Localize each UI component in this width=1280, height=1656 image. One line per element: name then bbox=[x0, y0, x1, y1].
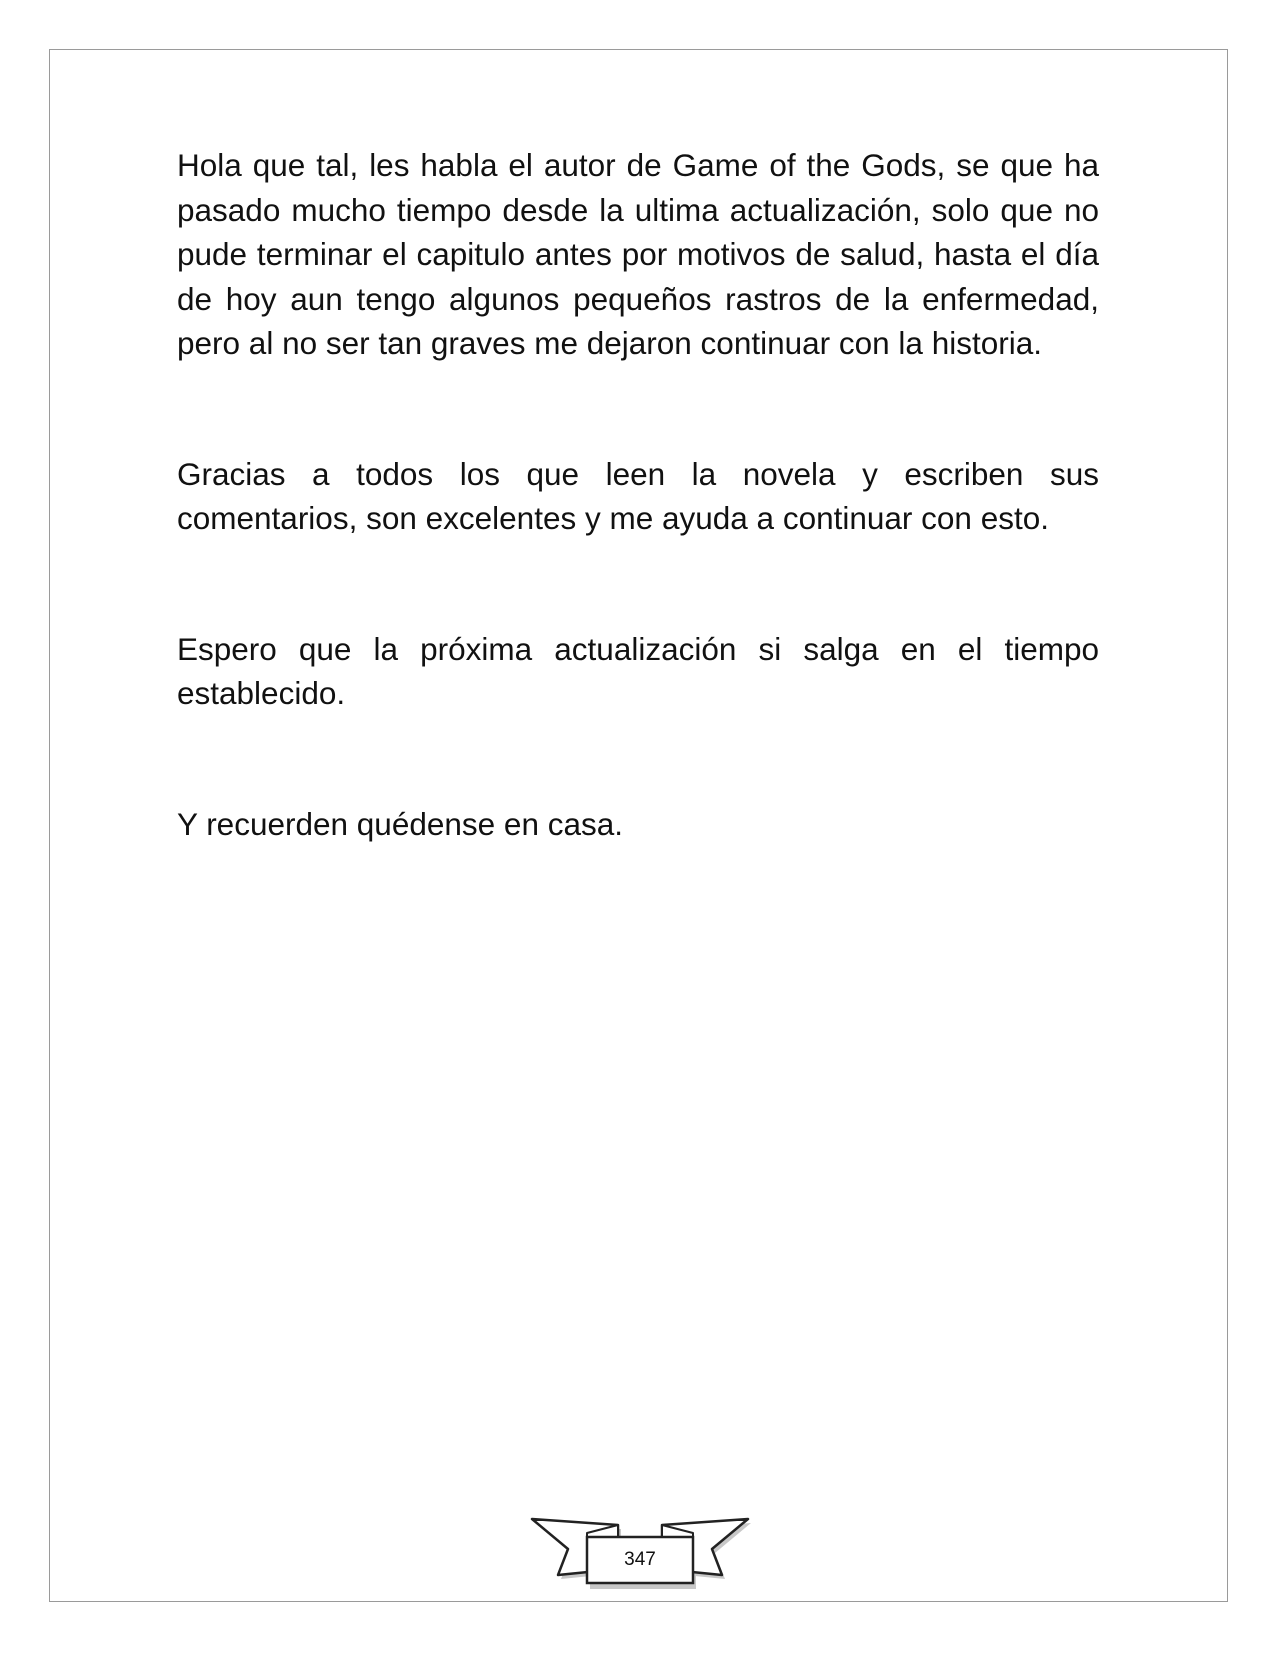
paragraph-author-note: Hola que tal, les habla el autor de Game of the Gods, se que ha pasado mucho tiempo desde la ultima actualización, solo que no pude terminar el capitulo antes por motivos de salud, hasta el día de hoy aun tengo algunos pequeños rastros de la enfermedad, pero al no ser tan graves me dejaron continuar con la historia. bbox=[177, 147, 1099, 361]
paragraph-stay-home: Y recuerden quédense en casa. bbox=[177, 805, 623, 842]
document-body bbox=[177, 143, 1099, 846]
paragraph-next-update: Espero que la próxima actualización si salga en el tiempo establecido. bbox=[177, 630, 1099, 711]
paragraph-thanks: Gracias a todos los que leen la novela y escriben sus comentarios, son excelentes y me ayuda a continuar con esto. bbox=[177, 455, 1099, 536]
page-number: 347 bbox=[624, 1549, 656, 1570]
